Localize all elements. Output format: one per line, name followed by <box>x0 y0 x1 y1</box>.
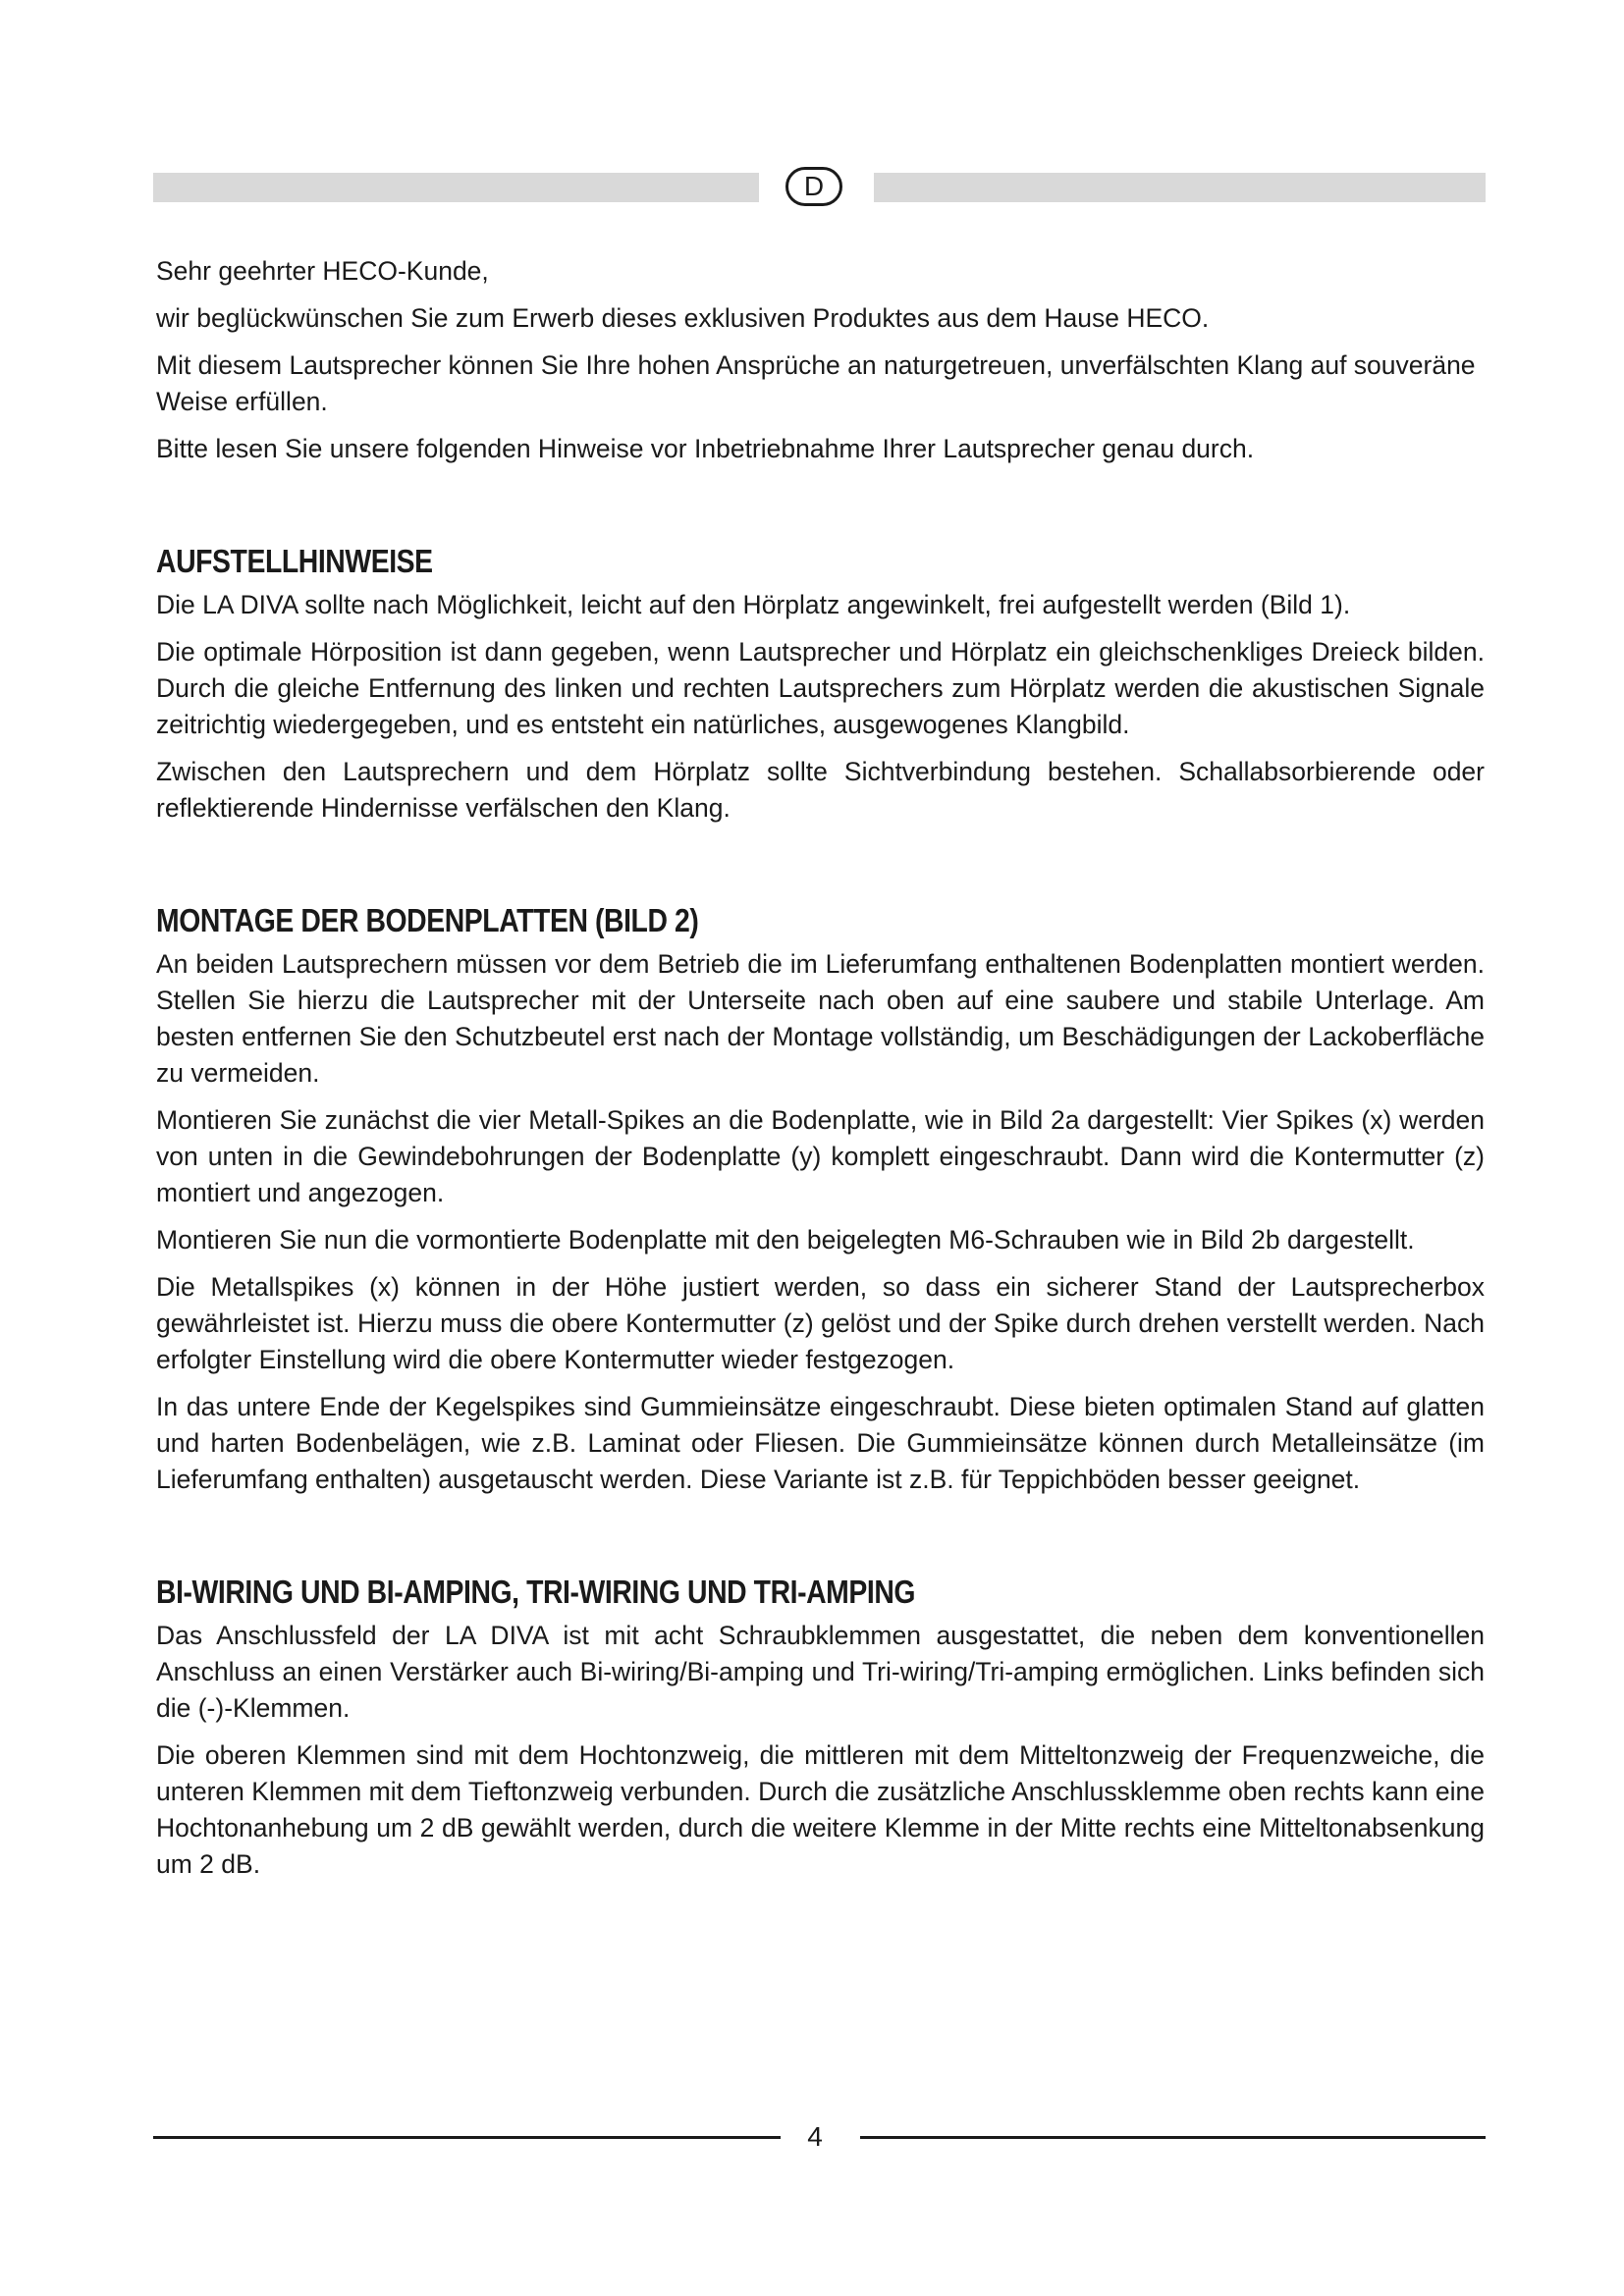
section-paragraph: Montieren Sie nun die vormontierte Bodenplatte mit den beigelegten M6-Schrauben wie in Bild 2b dargestellt. <box>156 1225 1415 1255</box>
salutation: Sehr geehrter HECO-Kunde, <box>156 256 489 286</box>
section-paragraph: Die Metallspikes (x) können in der Höhe justiert werden, so dass ein sicherer Stand der Lautsprecherbox gewährleistet ist. Hierzu muss die obere Kontermutter (z) gelöst und der Spike durch drehen verstellt werden. Nach erfolgter Einstellung wird die obere Kontermutter wieder festgezogen. <box>156 1272 1485 1374</box>
section-heading: AUFSTELLHINWEISE <box>156 543 433 579</box>
section-paragraph: Die LA DIVA sollte nach Möglichkeit, leicht auf den Hörplatz angewinkelt, frei aufgestellt werden (Bild 1). <box>156 590 1351 619</box>
section-paragraph: Montieren Sie zunächst die vier Metall-Spikes an die Bodenplatte, wie in Bild 2a dargestellt: Vier Spikes (x) werden von unten in die Gewindebohrungen der Bodenplatte (y) komplett eingeschraubt. Dann wird die Kontermutter (z) montiert und angezogen. <box>156 1105 1485 1207</box>
intro-paragraph-1: wir beglückwünschen Sie zum Erwerb dieses exklusiven Produktes aus dem Hause HECO. <box>156 303 1210 333</box>
section-bi-wiring <box>156 1573 1485 1883</box>
section-paragraph: Die optimale Hörposition ist dann gegeben, wenn Lautsprecher und Hörplatz ein gleichschenkliges Dreieck bilden. Durch die gleiche Entfernung des linken und rechten Lautsprechers zum Hörplatz werden die akustischen Signale zeitrichtig wiedergegeben, und es entsteht ein natürliches, ausgewogenes Klangbild. <box>156 637 1485 739</box>
section-paragraph: Das Anschlussfeld der LA DIVA ist mit acht Schraubklemmen ausgestattet, die neben dem konventionellen Anschluss an einen Verstärker auch Bi-wiring/Bi-amping und Tri-wiring/Tri-amping ermöglichen. Links befinden sich die (-)-Klemmen. <box>156 1621 1485 1723</box>
section-montage-bodenplatten <box>156 901 1485 1498</box>
section-aufstellhinweise <box>156 542 1485 827</box>
section-heading: BI-WIRING UND BI-AMPING, TRI-WIRING UND TRI-AMPING <box>156 1574 916 1610</box>
header-rule-right <box>874 173 1486 202</box>
section-heading: MONTAGE DER BODENPLATTEN (BILD 2) <box>156 902 699 938</box>
footer-rule-right <box>860 2136 1486 2139</box>
section-paragraph: Die oberen Klemmen sind mit dem Hochtonzweig, die mittleren mit dem Mitteltonzweig der Frequenzweiche, die unteren Klemmen mit dem Tieftonzweig verbunden. Durch die zusätzliche Anschlussklemme oben rechts kann eine Hochtonanhebung um 2 dB gewählt werden, durch die weitere Klemme in der Mitte rechts eine Mitteltonabsenkung um 2 dB. <box>156 1740 1485 1879</box>
section-paragraph: Zwischen den Lautsprechern und dem Hörplatz sollte Sichtverbindung bestehen. Schallabsorbierende oder reflektierende Hindernisse verfälschen den Klang. <box>156 757 1485 823</box>
section-paragraph: In das untere Ende der Kegelspikes sind Gummieinsätze eingeschraubt. Diese bieten optimalen Stand auf glatten und harten Bodenbelägen, wie z.B. Laminat oder Fliesen. Die Gummieinsätze können durch Metalleinsätze (im Lieferumfang enthalten) ausgetauscht werden. Diese Variante ist z.B. für Teppichböden besser geeignet. <box>156 1392 1485 1494</box>
footer-rule-left <box>153 2136 781 2139</box>
section-paragraph: An beiden Lautsprechern müssen vor dem Betrieb die im Lieferumfang enthaltenen Bodenplatten montiert werden. Stellen Sie hierzu die Lautsprecher mit der Unterseite nach oben auf eine saubere und stabile Unterlage. Am besten entfernen Sie den Schutzbeutel erst nach der Montage vollständig, um Beschädigungen der Lackoberfläche zu vermeiden. <box>156 949 1485 1088</box>
language-badge: D <box>785 167 842 206</box>
header-rule-left <box>153 173 759 202</box>
intro-paragraph-3: Bitte lesen Sie unsere folgenden Hinweise vor Inbetriebnahme Ihrer Lautsprecher genau durch. <box>156 434 1255 463</box>
page-number: 4 <box>807 2121 823 2152</box>
page-content <box>156 253 1485 1894</box>
intro-paragraph-2: Mit diesem Lautsprecher können Sie Ihre hohen Ansprüche an naturgetreuen, unverfälschten Klang auf souveräne Weise erfüllen. <box>156 350 1476 416</box>
